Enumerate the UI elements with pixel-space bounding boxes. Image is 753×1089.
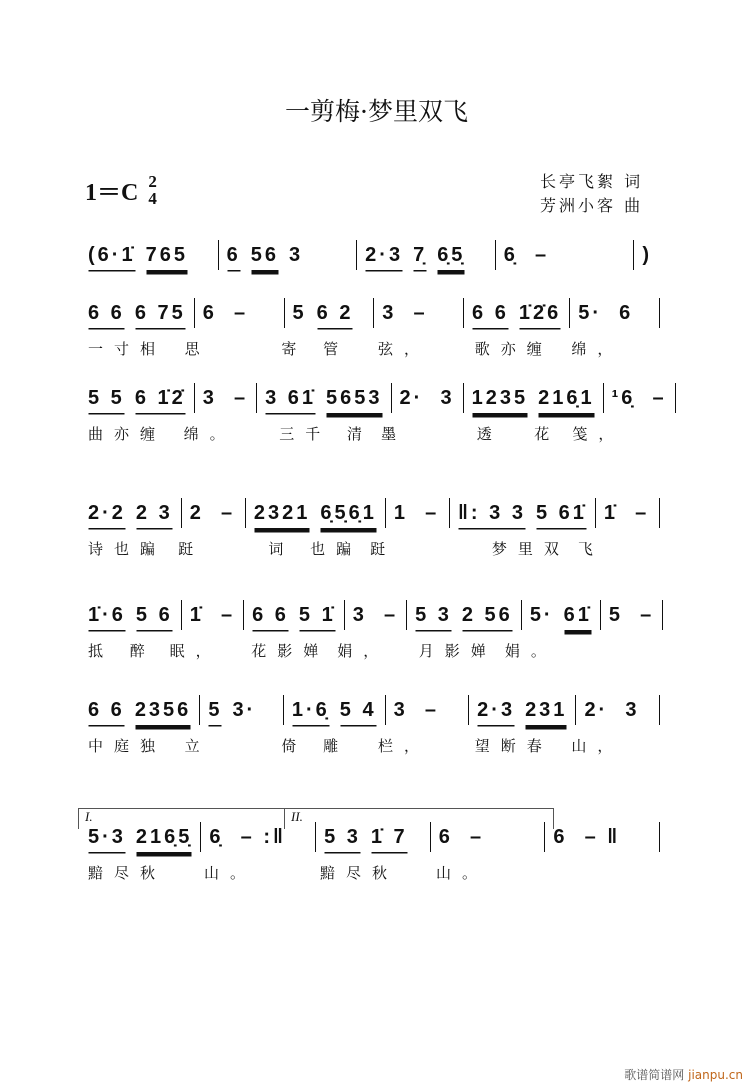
lyric-segment: 诗也蹁 (88, 540, 167, 558)
composer: 芳洲小客 曲 (540, 196, 644, 215)
notes-line (80, 600, 660, 630)
lyric-segment: 墨 (381, 425, 408, 443)
note-group: 61̇ (564, 604, 592, 630)
note-group: 6 6 (88, 699, 125, 725)
note-group: 5 4 (340, 699, 377, 725)
note-group: 3 61̇ (265, 387, 316, 413)
note-group: 6 – (438, 826, 485, 848)
measure (200, 695, 284, 725)
lyric-segment: 山。 (436, 864, 489, 882)
watermark-domain: jianpu.cn (688, 1068, 743, 1082)
lyric-segment: 月影婵 (418, 642, 497, 660)
note-group: 1·6̣ (292, 699, 330, 725)
lyric-segment: 歌亦缠 (474, 340, 553, 358)
note-group: 216̣5̣ (136, 826, 193, 852)
measure (386, 695, 470, 725)
measure (219, 240, 358, 270)
measure (392, 383, 464, 413)
credits (540, 170, 643, 218)
measure (80, 298, 195, 328)
lyric-segment: 黯尽秋 (320, 864, 399, 882)
measure (195, 383, 257, 413)
score-system (80, 383, 667, 444)
note-group: 5 61̇ (536, 502, 587, 528)
lyrics-line (80, 862, 660, 883)
note-group: 6̣ – (503, 244, 550, 266)
lyrics-line (80, 735, 660, 756)
measure (195, 298, 285, 328)
note-group: 6 (227, 244, 241, 270)
time-bottom: 4 (148, 188, 157, 208)
note-group: 3 (288, 244, 304, 266)
measure (604, 383, 676, 413)
measure (182, 498, 246, 528)
measure (464, 383, 604, 413)
lyrics-line (80, 640, 660, 661)
lyric-segment: 曲亦缠 (88, 425, 167, 443)
note-group: 5·3 (88, 826, 126, 852)
note-group: 2 – (189, 502, 236, 524)
note-group: ‖: 3 3 (458, 502, 526, 528)
score-system (80, 298, 660, 359)
lyric-segment: 弦， (378, 340, 431, 358)
measure (80, 240, 219, 270)
note-group: 6̣5̣6̣1 (320, 502, 377, 528)
note-group: 2·2 (88, 502, 126, 528)
lyric-segment: 绵， (571, 340, 624, 358)
measure (407, 600, 522, 630)
score-system (80, 695, 660, 756)
lyric-segment: 飞 (577, 540, 604, 558)
lyric-segment: 望断春 (474, 737, 553, 755)
note-group: 5 (292, 302, 307, 324)
note-group: 2 56 (462, 604, 513, 630)
key-label: 1＝C (85, 180, 139, 206)
note-group: 1̇·6 (88, 604, 126, 630)
note-group: 2356 (135, 699, 192, 725)
note-group: 2 3 (136, 502, 173, 528)
notes-line (80, 695, 660, 725)
note-group: 5 (208, 699, 222, 725)
lyric-segment: 中庭独 (88, 737, 167, 755)
score-system (80, 822, 660, 883)
note-group: 6 – (202, 302, 249, 324)
measure (545, 822, 660, 852)
note-group: 1̇ 7 (371, 826, 408, 852)
measure (450, 498, 596, 528)
lyric-segment (544, 862, 660, 883)
note-group: 1̇ – (603, 502, 650, 524)
song-title: 一剪梅·梦里双飞 (285, 97, 468, 126)
measure (80, 695, 200, 725)
measure (80, 383, 195, 413)
measure (357, 240, 496, 270)
note-group: 5 3 (415, 604, 452, 630)
measure (386, 498, 450, 528)
note-group: 7̣ (413, 244, 427, 270)
note-group: 56 (251, 244, 279, 270)
note-group: 3 – (352, 604, 399, 626)
note-group: 6 2 (317, 302, 354, 328)
time-top: 2 (148, 171, 157, 191)
note-group: 2· 3 (399, 387, 455, 409)
lyric-segment: 思 (184, 340, 211, 358)
note-group: 2· 3 (584, 699, 640, 721)
measure (570, 298, 660, 328)
lyric-segment: 笺， (572, 425, 625, 443)
note-group: (6·1̇ (88, 244, 136, 270)
key-signature (85, 172, 157, 207)
lyricist: 长亭飞絮 词 (540, 172, 644, 191)
note-group: ¹6̣ – (611, 387, 667, 409)
volta-first: I. (78, 808, 285, 829)
measure (469, 695, 576, 725)
note-group: 5 5 (88, 387, 125, 413)
measure (257, 383, 391, 413)
note-group: 1̇ – (189, 604, 236, 626)
lyric-segment: 黯尽秋 (88, 864, 167, 882)
note-group: 1235 (472, 387, 529, 413)
lyric-segment: 立 (184, 737, 211, 755)
note-group: 6 6 (472, 302, 509, 328)
measure (522, 600, 601, 630)
measure (244, 600, 345, 630)
measure (285, 298, 375, 328)
lyric-segment: 栏， (378, 737, 431, 755)
score-system (80, 498, 660, 559)
note-group: ) (642, 244, 652, 266)
note-group: 216̣1 (538, 387, 595, 413)
note-group: 5 1̇ (299, 604, 336, 630)
measure (464, 298, 570, 328)
note-group: 6̣5̣ (437, 244, 465, 270)
measure (345, 600, 407, 630)
note-group: 1̇2̇6 (519, 302, 561, 328)
lyric-segment: 梦里双 (460, 540, 570, 558)
measure (246, 498, 386, 528)
lyrics-line (80, 538, 660, 559)
note-group: 2321 (254, 502, 311, 528)
note-group: 2·3 (477, 699, 515, 725)
note-group: 231 (525, 699, 567, 725)
measure (374, 298, 464, 328)
lyrics-line (80, 338, 660, 359)
measure (601, 600, 663, 630)
lyric-segment: 娟， (337, 642, 390, 660)
measure (284, 695, 386, 725)
lyric-segment: 跹 (370, 540, 397, 558)
note-group: 3 – (202, 387, 249, 409)
time-signature (148, 173, 157, 207)
note-group: 1 – (393, 502, 440, 524)
lyric-segment: 透 花 (476, 425, 561, 443)
lyrics-line (80, 423, 660, 444)
note-group: 5 6 (136, 604, 173, 630)
measure (576, 695, 660, 725)
lyric-segment (578, 640, 660, 661)
note-group: 6 6 (88, 302, 125, 328)
measure (596, 498, 660, 528)
notes-line (80, 240, 660, 270)
note-group: 6 – ‖ (553, 826, 621, 848)
note-group: 5· (529, 604, 554, 626)
lyric-segment: 词 也蹁 (268, 540, 363, 558)
measure (182, 600, 244, 630)
note-group: 5653 (326, 387, 383, 413)
note-group: 5 3 (324, 826, 361, 852)
note-group: 6 6 (252, 604, 289, 630)
lyric-segment: 山。 (204, 864, 257, 882)
notes-line (80, 498, 660, 528)
measure (496, 240, 635, 270)
watermark-site: 歌谱简谱网 (624, 1068, 685, 1082)
lyric-segment: 倚 雕 (281, 737, 350, 755)
note-group: 3 – (393, 699, 439, 721)
volta-second: II. (284, 808, 554, 829)
score-system (80, 240, 660, 280)
note-group: 6 1̇2̇ (135, 387, 186, 413)
lyric-segment: 抵 醉 (88, 642, 156, 660)
lyric-segment: 三千 清 (279, 425, 374, 443)
note-group: 5· 6 (578, 302, 634, 324)
lyric-segment: 眠， (169, 642, 222, 660)
lyric-segment: 花影婵 (251, 642, 330, 660)
note-group: 5 – (608, 604, 655, 626)
lyric-segment: 绵。 (183, 425, 236, 443)
score-system (80, 600, 660, 661)
note-group: 6 75 (135, 302, 186, 328)
lyric-segment: 跹 (178, 540, 205, 558)
lyric-segment: 娟。 (504, 642, 557, 660)
note-group: 2·3 (365, 244, 403, 270)
note-group: 3 – (382, 302, 428, 324)
measure (80, 600, 182, 630)
lyric-segment: 山， (571, 737, 624, 755)
note-group: 765 (146, 244, 188, 270)
lyric-segment: 寄 管 (281, 340, 350, 358)
measure (634, 240, 660, 270)
note-group: 6̣ – :‖ (209, 826, 286, 848)
watermark (624, 1066, 743, 1083)
notes-line (80, 298, 660, 328)
note-group: 3· (232, 699, 257, 721)
lyric-segment: 一寸相 (88, 340, 167, 358)
notes-line (80, 383, 667, 413)
measure (80, 498, 182, 528)
